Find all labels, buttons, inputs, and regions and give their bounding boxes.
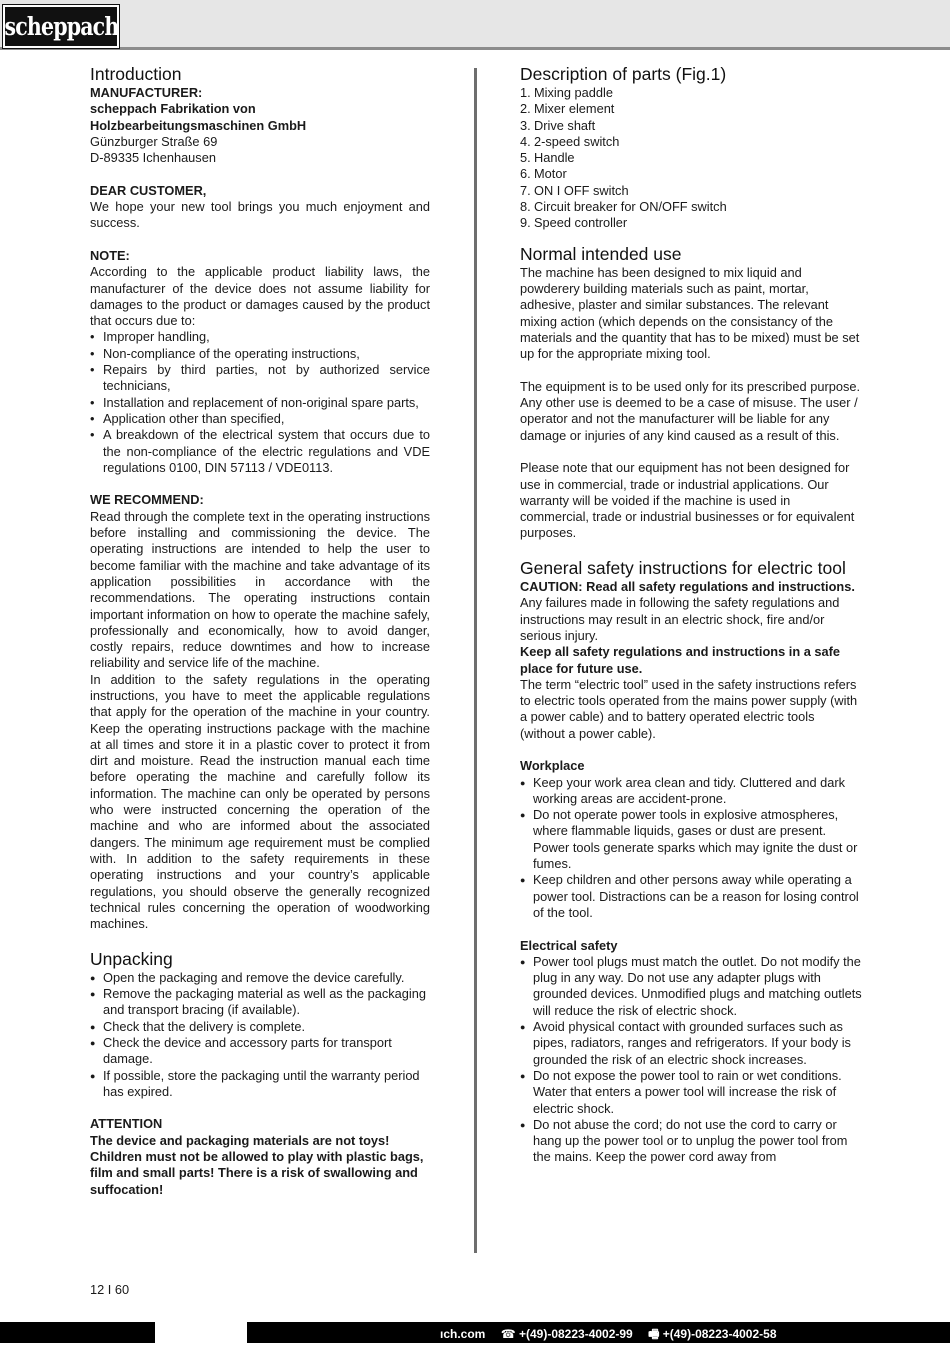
- electrical-safety-list: [520, 954, 862, 1166]
- column-divider: [474, 68, 477, 1253]
- intended-use-paragraph-3: Please note that our equipment has not been designed for use in commercial, trade or industrial applications. Our warranty will be voided if the machine is used in commercial, trade or industrial businesses or for equivalent purposes.: [520, 460, 855, 541]
- failures-text: Any failures made in following the safety regulations and instructions may result in an electric shock, fire and/or serious injury.: [520, 595, 840, 643]
- list-item: ● Keep children and other persons away while operating a power tool. Distractions can be a reason for losing control of the tool.: [520, 872, 862, 921]
- footer-web: ıch.com: [440, 1327, 486, 1341]
- recommend-paragraph-1: Read through the complete text in the operating instructions before installing and commissioning the device. The operating instructions are intended to help the user to become familiar with the machine and take advantage of its application possibilities in accordance with the recommendations. The operating instructions contain important information on how to operate the machine safely, professionally and economically, how to avoid danger, costly repairs, reduce downtimes and how to increase reliability and service life of the machine.: [90, 508, 430, 671]
- list-item: 2. Mixer element: [520, 101, 615, 117]
- note-list: [90, 329, 430, 476]
- intended-use-heading: Normal intended use: [520, 243, 682, 264]
- safety-heading: General safety instructions for electric tool: [520, 558, 846, 579]
- list-item: ● Remove the packaging material as well as the packaging and transport bracing (if available).: [90, 986, 430, 1019]
- page-number: 12 I 60: [90, 1282, 130, 1297]
- electrical-safety-heading: Electrical safety: [520, 937, 618, 953]
- dear-customer-text: We hope your new tool brings you much enjoyment and success.: [90, 199, 430, 231]
- list-item: ● Avoid physical contact with grounded surfaces such as pipes, radiators, ranges and refrigerators. If your body is grounded the risk of an electric shock increases.: [520, 1019, 862, 1068]
- list-item: ● Check that the delivery is complete.: [90, 1019, 430, 1035]
- footer-gap: [155, 1322, 247, 1343]
- address-line-1: Günzburger Straße 69: [90, 133, 218, 149]
- parts-list: [520, 85, 862, 232]
- header-bar: [0, 0, 950, 50]
- list-item: 1. Mixing paddle: [520, 85, 613, 100]
- list-item: • Repairs by third parties, not by authorized service technicians,: [90, 362, 430, 395]
- list-item: 8. Circuit breaker for ON/OFF switch: [520, 199, 727, 215]
- list-item: ● Do not abuse the cord; do not use the cord to carry or hang up the power tool or to unplug the power tool from the mains. Keep the power cord away from: [520, 1117, 862, 1166]
- note-label: NOTE:: [90, 247, 130, 263]
- list-item: ● Do not expose the power tool to rain or wet conditions. Water that enters a power tool will increase the risk of electric shock.: [520, 1068, 862, 1117]
- intro-heading: Introduction: [90, 64, 182, 84]
- left-column: [90, 64, 430, 1198]
- list-item: 6. Motor: [520, 166, 567, 182]
- list-item: 7. ON I OFF switch: [520, 182, 629, 198]
- intended-use-paragraph-2: The equipment is to be used only for its prescribed purpose. Any other use is deemed to be a case of misuse. The user / operator and not the manufacturer will be liable for any damage or injuries of any kind caused as a result of this.: [520, 378, 861, 443]
- note-text: According to the applicable product liability laws, the manufacturer of the device does not assume liability for damages to the product or damages caused by the product that occurs due to:: [90, 264, 430, 329]
- list-item: • Installation and replacement of non-original spare parts,: [90, 395, 430, 411]
- attention-label: ATTENTION: [90, 1116, 163, 1132]
- unpacking-list: [90, 970, 430, 1100]
- list-item: ● If possible, store the packaging until the warranty period has expired.: [90, 1068, 430, 1101]
- parts-heading: Description of parts (Fig.1): [520, 64, 727, 84]
- manufacturer-label: MANUFACTURER:: [90, 85, 203, 100]
- recommend-label: WE RECOMMEND:: [90, 492, 204, 508]
- list-item: ● Do not operate power tools in explosive atmospheres, where flammable liquids, gases or dust are present. Power tools generate sparks which may ignite the dust or fumes.: [520, 807, 862, 872]
- intended-use-paragraph-1: The machine has been designed to mix liquid and powderery building materials such as paint, mortar, adhesive, plaster and similar substances. The relevant mixing action (which depends on the consistancy of the materials and the quantity that has to be mixed) must be set up for the appropriate mixing tool.: [520, 264, 860, 362]
- caution-text: CAUTION: Read all safety regulations and instructions.: [520, 579, 855, 595]
- footer-phone: ☎ +(49)-08223-4002-99: [500, 1327, 633, 1341]
- list-item: 3. Drive shaft: [520, 117, 596, 133]
- term-text: The term “electric tool” used in the safety instructions refers to electric tools operated from the mains power supply (with a power cable) and to battery operated electric tools (without a power cable).: [520, 676, 858, 741]
- unpacking-heading: Unpacking: [90, 948, 173, 969]
- list-item: 9. Speed controller: [520, 215, 628, 231]
- logo-text: scheppach: [4, 12, 118, 41]
- list-item: 4. 2-speed switch: [520, 133, 620, 149]
- workplace-heading: Workplace: [520, 758, 585, 774]
- address-line-2: D-89335 Ichenhausen: [90, 150, 216, 166]
- list-item: ● Power tool plugs must match the outlet. Do not modify the plug in any way. Do not use any adapter plugs with grounded devices. Unmodified plugs and matching outlets will reduce the risk of electric shock.: [520, 954, 862, 1019]
- keep-instructions-text: Keep all safety regulations and instructions in a safe place for future use.: [520, 644, 841, 676]
- dear-customer-label: DEAR CUSTOMER,: [90, 182, 207, 198]
- list-item: • A breakdown of the electrical system that occurs due to the non-compliance of the electric regulations and VDE regulations 0100, DIN 57113 / VDE0113.: [90, 427, 430, 476]
- footer-contact: [440, 1325, 789, 1345]
- list-item: ● Keep your work area clean and tidy. Cluttered and dark working areas are accident-prone.: [520, 775, 862, 808]
- list-item: 5. Handle: [520, 150, 575, 166]
- list-item: • Non-compliance of the operating instructions,: [90, 346, 430, 362]
- list-item: ● Open the packaging and remove the device carefully.: [90, 970, 430, 986]
- company-line-1: scheppach Fabrikation von: [90, 101, 256, 117]
- footer-bar: [0, 1322, 950, 1343]
- list-item: ● Check the device and accessory parts for transport damage.: [90, 1035, 430, 1068]
- company-line-2: Holzbearbeitungsmaschinen GmbH: [90, 117, 307, 133]
- workplace-list: [520, 775, 862, 922]
- attention-text: The device and packaging materials are not toys! Children must not be allowed to play with plastic bags, film and small parts! There is a risk of swallowing and suffocation!: [90, 1132, 424, 1197]
- right-column: [520, 64, 862, 1166]
- list-item: • Application other than specified,: [90, 411, 430, 427]
- list-item: • Improper handling,: [90, 329, 430, 345]
- brand-logo: [3, 5, 119, 48]
- recommend-paragraph-2: In addition to the safety regulations in the operating instructions, you have to meet the applicable regulations that apply for the operation of the machine in your country. Keep the operating instructions package with the machine at all times and store it in a plastic cover to protect it from dirt and moisture. Read the instruction manual each time before operating the machine and carefully follow its information. The machine can only be operated by persons who were instructed concerning the operation of the machine and who are informed about the associated dangers. The minimum age requirement must be complied with. In addition to the safety requirements in these operating instructions and your country’s applicable regulations, you should observe the generally recognized technical rules concerning the operation of woodworking machines.: [90, 671, 430, 932]
- footer-fax: 🖷 +(49)-08223-4002-58: [648, 1327, 777, 1341]
